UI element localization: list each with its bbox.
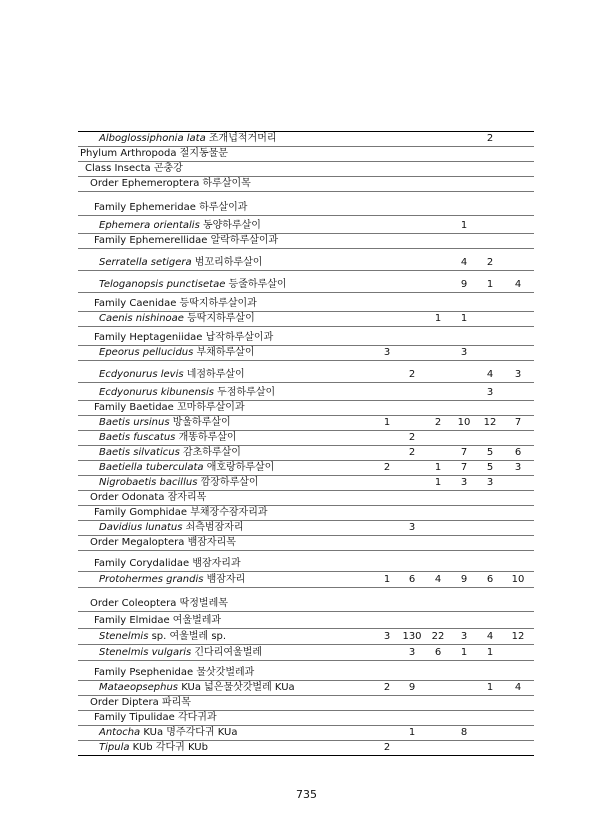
count-cell: 1 xyxy=(383,417,391,428)
scientific-name: Epeorus pellucidus xyxy=(99,347,194,358)
count-cell: 4 xyxy=(486,631,494,642)
table-row xyxy=(78,162,534,177)
taxon-heading: Phylum Arthropoda 절지동물문 xyxy=(80,148,228,159)
count-cell: 3 xyxy=(486,477,494,488)
count-cell: 4 xyxy=(514,682,522,693)
count-cell: 3 xyxy=(460,631,468,642)
taxon-heading: Family Corydalidae 뱀잠자리과 xyxy=(94,558,241,569)
count-cell: 1 xyxy=(434,477,442,488)
count-cell: 1 xyxy=(434,313,442,324)
table-row xyxy=(78,431,534,446)
species-table xyxy=(78,131,534,756)
count-cell: 3 xyxy=(383,631,391,642)
count-cell: 2 xyxy=(434,417,442,428)
species-name xyxy=(99,257,262,269)
common-name: 방울하루살이 xyxy=(169,417,231,428)
count-cell: 3 xyxy=(408,647,416,658)
scientific-name: Alboglossiphonia lata xyxy=(99,133,206,144)
table-row xyxy=(78,711,534,726)
species-name xyxy=(99,133,277,145)
count-cell: 130 xyxy=(402,631,422,642)
count-cell: 2 xyxy=(408,369,416,380)
count-cell: 3 xyxy=(408,522,416,533)
scientific-name: Teloganopsis punctisetae xyxy=(99,279,226,290)
scientific-name: Mataeopsephus xyxy=(99,682,179,693)
scientific-name: Ecdyonurus levis xyxy=(99,369,184,380)
taxon-heading: Family Caenidae 등딱지하루살이과 xyxy=(94,298,257,309)
species-name xyxy=(99,220,261,232)
table-row xyxy=(78,361,534,383)
table-row xyxy=(78,681,534,696)
table-row xyxy=(78,588,534,612)
common-name: 네점하루살이 xyxy=(183,369,245,380)
table-row xyxy=(78,551,534,572)
count-cell: 1 xyxy=(486,682,494,693)
species-name xyxy=(99,417,231,429)
count-cell: 2 xyxy=(408,447,416,458)
taxon-heading: Order Ephemeroptera 하루살이목 xyxy=(90,178,251,189)
table-row xyxy=(78,293,534,312)
table-row xyxy=(78,346,534,361)
count-cell: 4 xyxy=(434,574,442,585)
count-cell: 2 xyxy=(408,432,416,443)
common-name: 등줄하루살이 xyxy=(225,279,287,290)
table-row xyxy=(78,536,534,551)
count-cell: 6 xyxy=(486,574,494,585)
taxon-heading: Order Coleoptera 딱정벌레목 xyxy=(90,598,228,609)
species-name xyxy=(99,727,238,739)
count-cell: 4 xyxy=(514,279,522,290)
table-row xyxy=(78,177,534,192)
common-name: 감초하루살이 xyxy=(179,447,241,458)
count-cell: 3 xyxy=(514,462,522,473)
taxon-heading: Order Diptera 파리목 xyxy=(90,697,191,708)
scientific-name: Baetis ursinus xyxy=(99,417,170,428)
common-name: 동양하루살이 xyxy=(199,220,261,231)
taxon-heading: Family Gomphidae 부채장수잠자리과 xyxy=(94,507,268,518)
count-cell: 5 xyxy=(486,462,494,473)
species-name xyxy=(99,369,245,381)
count-cell: 9 xyxy=(460,574,468,585)
taxon-heading: Family Ephemerellidae 알락하루살이과 xyxy=(94,235,279,246)
count-cell: 5 xyxy=(486,447,494,458)
count-cell: 6 xyxy=(434,647,442,658)
count-cell: 7 xyxy=(460,447,468,458)
table-row xyxy=(78,491,534,506)
table-row xyxy=(78,521,534,536)
count-cell: 22 xyxy=(431,631,445,642)
count-cell: 3 xyxy=(486,387,494,398)
species-name xyxy=(99,574,245,586)
species-name xyxy=(99,477,259,489)
table-row xyxy=(78,446,534,461)
count-cell: 12 xyxy=(511,631,525,642)
count-cell: 12 xyxy=(483,417,497,428)
species-name xyxy=(99,387,275,399)
count-cell: 2 xyxy=(383,682,391,693)
common-name: KUa 명주각다귀 KUa xyxy=(140,727,238,738)
count-cell: 10 xyxy=(457,417,471,428)
table-row xyxy=(78,401,534,416)
species-name xyxy=(99,462,274,474)
common-name: 쇠측범잠자리 xyxy=(182,522,244,533)
table-row xyxy=(78,147,534,162)
scientific-name: Ephemera orientalis xyxy=(99,220,200,231)
scientific-name: Caenis nishinoae xyxy=(99,313,184,324)
common-name: 깜장하루살이 xyxy=(197,477,259,488)
species-name xyxy=(99,631,226,643)
taxon-heading: Family Ephemeridae 하루살이과 xyxy=(94,202,248,213)
table-row xyxy=(78,461,534,476)
count-cell: 4 xyxy=(460,257,468,268)
count-cell: 1 xyxy=(486,279,494,290)
taxon-heading: Class Insecta 곤충강 xyxy=(85,163,183,174)
common-name: KUb 각다귀 KUb xyxy=(129,742,208,753)
species-name xyxy=(99,313,255,325)
common-name: 긴다리여울벌레 xyxy=(191,647,263,658)
taxon-heading: Family Heptageniidae 납작하루살이과 xyxy=(94,332,274,343)
count-cell: 7 xyxy=(514,417,522,428)
count-cell: 1 xyxy=(408,727,416,738)
table-row xyxy=(78,192,534,216)
table-row xyxy=(78,327,534,346)
table-row xyxy=(78,612,534,629)
common-name: 뱀잠자리 xyxy=(203,574,246,585)
count-cell: 6 xyxy=(514,447,522,458)
scientific-name: Serratella setigera xyxy=(99,257,192,268)
species-name xyxy=(99,742,208,754)
table-row xyxy=(78,476,534,491)
count-cell: 1 xyxy=(434,462,442,473)
count-cell: 1 xyxy=(460,313,468,324)
count-cell: 2 xyxy=(383,462,391,473)
count-cell: 2 xyxy=(486,257,494,268)
taxon-heading: Order Megaloptera 뱀잠자리목 xyxy=(90,537,236,548)
table-row xyxy=(78,383,534,401)
common-name: 범꼬리하루살이 xyxy=(191,257,263,268)
common-name: 개똥하루살이 xyxy=(175,432,237,443)
taxon-heading: Family Tipulidae 각다귀과 xyxy=(94,712,217,723)
table-row xyxy=(78,271,534,293)
scientific-name: Baetiella tuberculata xyxy=(99,462,204,473)
species-name xyxy=(99,647,262,659)
count-cell: 1 xyxy=(460,220,468,231)
scientific-name: Antocha xyxy=(99,727,141,738)
common-name: sp. 여울벌레 sp. xyxy=(148,631,227,642)
count-cell: 1 xyxy=(383,574,391,585)
species-name xyxy=(99,432,237,444)
taxon-heading: Order Odonata 잠자리목 xyxy=(90,492,207,503)
common-name: 등딱지하루살이 xyxy=(183,313,255,324)
table-row xyxy=(78,234,534,249)
table-row xyxy=(78,132,534,147)
count-cell: 3 xyxy=(460,347,468,358)
count-cell: 3 xyxy=(460,477,468,488)
species-name xyxy=(99,279,287,291)
scientific-name: Protohermes grandis xyxy=(99,574,204,585)
table-row xyxy=(78,629,534,645)
species-name xyxy=(99,347,254,359)
scientific-name: Baetis silvaticus xyxy=(99,447,180,458)
table-row xyxy=(78,216,534,234)
count-cell: 7 xyxy=(460,462,468,473)
count-cell: 6 xyxy=(408,574,416,585)
count-cell: 2 xyxy=(383,742,391,753)
species-name xyxy=(99,447,241,459)
table-row xyxy=(78,506,534,521)
common-name: KUa 넓은물삿갓벌레 KUa xyxy=(178,682,295,693)
scientific-name: Stenelmis vulgaris xyxy=(99,647,192,658)
scientific-name: Nigrobaetis bacillus xyxy=(99,477,198,488)
scientific-name: Stenelmis xyxy=(99,631,149,642)
common-name: 두점하루살이 xyxy=(214,387,276,398)
count-cell: 2 xyxy=(486,133,494,144)
table-row xyxy=(78,661,534,681)
taxon-heading: Family Elmidae 여울벌레과 xyxy=(94,615,222,626)
scientific-name: Baetis fuscatus xyxy=(99,432,176,443)
table-row xyxy=(78,741,534,755)
common-name: 애호랑하루살이 xyxy=(203,462,275,473)
scientific-name: Tipula xyxy=(99,742,130,753)
table-row xyxy=(78,312,534,327)
count-cell: 1 xyxy=(460,647,468,658)
common-name: 조개넙적거머리 xyxy=(205,133,277,144)
table-row xyxy=(78,416,534,431)
count-cell: 8 xyxy=(460,727,468,738)
taxon-heading: Family Baetidae 꼬마하루살이과 xyxy=(94,402,245,413)
count-cell: 3 xyxy=(383,347,391,358)
count-cell: 10 xyxy=(511,574,525,585)
count-cell: 1 xyxy=(486,647,494,658)
scientific-name: Davidius lunatus xyxy=(99,522,183,533)
count-cell: 9 xyxy=(460,279,468,290)
common-name: 부채하루살이 xyxy=(193,347,255,358)
species-name xyxy=(99,682,295,694)
table-row xyxy=(78,696,534,711)
table-row xyxy=(78,249,534,271)
table-row xyxy=(78,572,534,588)
table-row xyxy=(78,726,534,741)
page-number: 735 xyxy=(296,788,317,801)
count-cell: 9 xyxy=(408,682,416,693)
table-row xyxy=(78,645,534,661)
count-cell: 3 xyxy=(514,369,522,380)
taxon-heading: Family Psephenidae 물삿갓벌레과 xyxy=(94,667,255,678)
scientific-name: Ecdyonurus kibunensis xyxy=(99,387,214,398)
count-cell: 4 xyxy=(486,369,494,380)
species-name xyxy=(99,522,244,534)
